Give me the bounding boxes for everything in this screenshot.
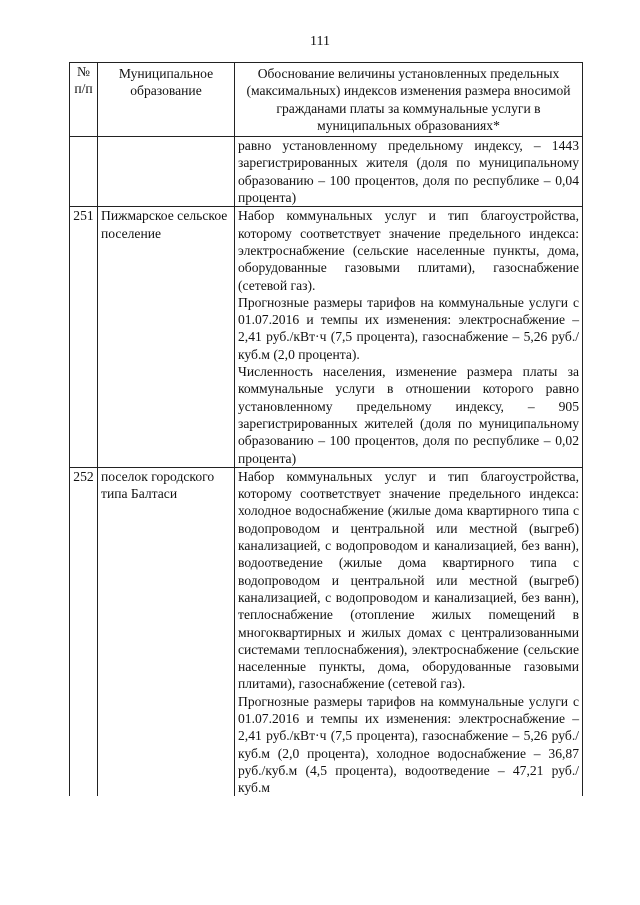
table-row bbox=[70, 137, 583, 207]
page-number: 111 bbox=[310, 34, 330, 49]
header-municipality: Муниципальное образование bbox=[98, 63, 235, 137]
justification-paragraph: Набор коммунальных услуг и тип благоустройства, которому соответствует значение предельного индекса: электроснабжение (сельские населенные пункты, дома, оборудованные газовыми плитами), газоснабжение (сетевой газ). bbox=[238, 208, 579, 293]
row-justification bbox=[235, 207, 583, 467]
row-number bbox=[70, 137, 98, 207]
justification-paragraph: Прогнозные размеры тарифов на коммунальные услуги с 01.07.2016 и темпы их изменения: электроснабжение – 2,41 руб./кВт·ч (7,5 процента), газоснабжение – 5,26 руб./куб.м (2,0 процента). bbox=[238, 294, 579, 362]
indices-table bbox=[69, 62, 583, 796]
justification-paragraph: Прогнозные размеры тарифов на коммунальные услуги с 01.07.2016 и темпы их изменения: электроснабжение – 2,41 руб./кВт·ч (7,5 процента), газоснабжение – 5,26 руб./куб.м (2,0 процента), холодное водоснабжение – 36,87 руб./куб.м (4,5 процента), водоотведение – 47,21 руб./куб.м bbox=[238, 693, 579, 796]
row-justification bbox=[235, 467, 583, 796]
row-municipality: Пижмарское сельское поселение bbox=[98, 207, 235, 467]
table-header-row bbox=[70, 63, 583, 137]
row-municipality bbox=[98, 137, 235, 207]
header-number: № п/п bbox=[70, 63, 98, 137]
justification-paragraph: равно установленному предельному индексу, – 1443 зарегистрированных жителя (доля по муниципальному образованию – 100 процентов, доля по республике – 0,04 процента) bbox=[238, 138, 579, 206]
table-row bbox=[70, 207, 583, 467]
header-justification: Обоснование величины установленных предельных (максимальных) индексов изменения размера вносимой гражданами платы за коммунальные услуги в муниципальных образованиях* bbox=[235, 63, 583, 137]
row-number: 252 bbox=[70, 467, 98, 796]
row-justification bbox=[235, 137, 583, 207]
table-row bbox=[70, 467, 583, 796]
justification-paragraph: Численность населения, изменение размера платы за коммунальные услуги в отношении которого равно установленному предельному индексу, – 905 зарегистрированных жителей (доля по муниципальному образованию – 100 процентов, доля по республике – 0,02 процента) bbox=[238, 364, 579, 466]
row-number: 251 bbox=[70, 207, 98, 467]
row-municipality: поселок городского типа Балтаси bbox=[98, 467, 235, 796]
justification-paragraph: Набор коммунальных услуг и тип благоустройства, которому соответствует значение предельного индекса: холодное водоснабжение (жилые дома квартирного типа с водопроводом и центральной или местной (выгреб) канализацией, с водопроводом и канализацией, без ванн), водоотведение (жилые дома квартирного типа с водопроводом и центральной или местной (выгреб) канализацией, с водопроводом и канализацией, без ванн), теплоснабжение (отопление жилых помещений в многоквартирных и жилых домах с централизованными системами теплоснабжения), электроснабжение (сельские населенные пункты, дома, оборудованные газовыми плитами), газоснабжение (сетевой газ). bbox=[238, 468, 579, 692]
